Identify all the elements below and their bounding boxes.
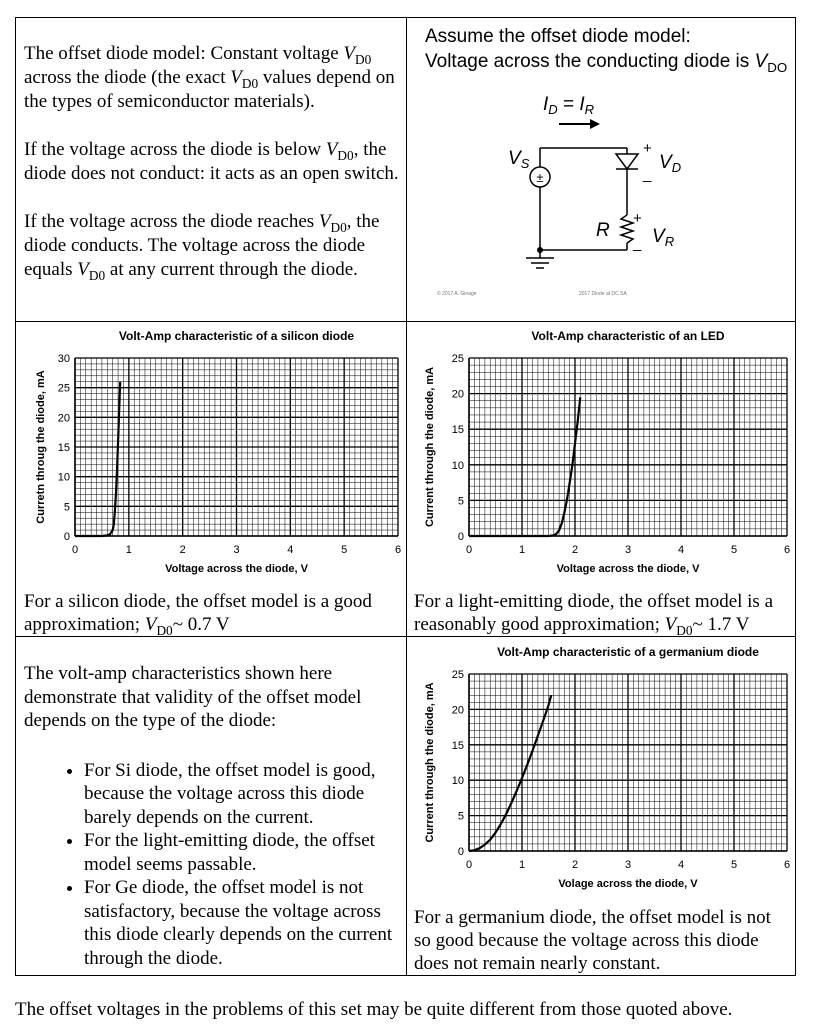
x-tick-label: 1	[518, 859, 526, 871]
x-tick-label: 6	[783, 544, 791, 556]
resistor-minus: _	[633, 235, 642, 252]
resistor-symbol	[621, 215, 633, 243]
bullet-si: • For Si diode, the offset model is good, because the voltage across this diode barely depends on the current.	[84, 759, 402, 830]
resistor-plus: +	[633, 210, 642, 227]
y-tick-label: 20	[451, 704, 464, 717]
y-tick-label: 0	[457, 846, 464, 858]
silicon-diode-chart	[16, 322, 406, 588]
circuit-diagram	[407, 80, 795, 320]
current-arrow-head	[590, 119, 600, 129]
paragraph-below-offset: If the voltage across the diode is below $V_{D0}$, the diode does not conduct: it acts as an open switch.	[24, 139, 399, 184]
chart-title: Volt-Amp characteristic of an LED	[531, 329, 725, 343]
y-tick-label: 5	[457, 495, 464, 508]
x-tick-label: 4	[677, 544, 685, 556]
x-tick-label: 2	[571, 544, 579, 556]
credit-left: © 2017 A. Ginage	[437, 291, 477, 297]
resistor-name: R	[596, 220, 610, 241]
x-axis-label: Volage across the diode, V	[558, 878, 698, 890]
footer-note: The offset voltages in the problems of this set may be quite different from those quoted above.	[15, 999, 733, 1020]
y-tick-label: 0	[457, 531, 464, 543]
y-tick-label: 30	[57, 353, 70, 365]
x-tick-label: 2	[571, 859, 579, 871]
circuit-heading	[425, 24, 795, 74]
paragraph-reaches-offset: If the voltage across the diode reaches $V_{D0}$, the diode conducts. The voltage across the diode equals $V_{D0}$ at any current through the diode.	[24, 211, 380, 283]
diode-voltage-label: $V_D$	[659, 152, 682, 175]
y-axis-label: Current through the diode, mA	[424, 682, 436, 843]
x-tick-label: 1	[518, 544, 526, 556]
x-tick-label: 0	[465, 859, 473, 871]
credit-right: 2017 Diode at DC SA	[579, 291, 627, 297]
y-tick-label: 15	[451, 739, 464, 752]
offset-model-description	[24, 42, 402, 282]
diode-symbol	[616, 154, 638, 169]
x-tick-label: 0	[465, 544, 473, 556]
validity-explanation	[24, 662, 402, 970]
x-tick-label: 4	[287, 544, 294, 556]
led-chart	[407, 322, 795, 588]
silicon-caption: For a silicon diode, the offset model is a good approximation; $V_{D0}\sim$ 0.7 V	[24, 591, 372, 638]
diode-minus: _	[643, 166, 652, 183]
x-tick-label: 3	[233, 544, 240, 556]
y-tick-label: 5	[457, 810, 464, 823]
y-tick-label: 10	[451, 459, 464, 472]
diode-bullet-list	[24, 759, 402, 971]
led-caption: For a light-emitting diode, the offset model is a reasonably good approximation; $V_{D0}\sim$ 1.7 V	[414, 591, 774, 638]
y-tick-label: 15	[451, 424, 464, 437]
x-axis-label: Voltage across the diode, V	[556, 563, 700, 575]
y-tick-label: 5	[63, 501, 70, 514]
ground-node	[537, 247, 543, 253]
y-tick-label: 10	[57, 471, 70, 484]
x-tick-label: 4	[677, 859, 685, 871]
paragraph-constant-voltage: The offset diode model: Constant voltage $V_{D0}$ across the diode (the exact $V_{D0}$ values depend on the types of semiconductor materials).	[24, 43, 395, 112]
y-tick-label: 20	[451, 388, 464, 401]
resistor-voltage-label: $V_R$	[652, 226, 675, 249]
x-tick-label: 3	[624, 544, 632, 556]
bullet-ge: • For Ge diode, the offset model is not satisfactory, because the voltage across this diode clearly depends on the current through the diode.	[84, 876, 402, 970]
x-axis-label: Voltage across the diode, V	[165, 563, 308, 575]
x-tick-label: 6	[394, 544, 402, 556]
bullet-led: • For the light-emitting diode, the offset model seems passable.	[84, 829, 402, 876]
y-tick-label: 15	[57, 442, 70, 454]
x-tick-label: 0	[71, 544, 79, 556]
x-tick-label: 6	[783, 859, 791, 871]
source-label: $V_S$	[508, 148, 530, 171]
x-tick-label: 3	[624, 859, 632, 871]
validity-intro: The volt-amp characteristics shown here demonstrate that validity of the offset model depends on the type of the diode:	[24, 663, 362, 731]
y-tick-label: 25	[57, 382, 70, 395]
y-axis-label: Current through the diode, mA	[424, 366, 436, 528]
y-axis-label: Curretn throug the diode, mA	[35, 370, 47, 524]
x-tick-label: 1	[125, 544, 132, 556]
x-tick-label: 2	[179, 544, 186, 556]
chart-title: Volt-Amp characteristic of a silicon diode	[118, 329, 355, 343]
current-label: $I_D = I_R$	[543, 94, 594, 117]
data-series-line	[469, 397, 580, 536]
germanium-diode-chart	[407, 637, 795, 901]
chart-title: Volt-Amp characteristic of a germanium diode	[497, 645, 759, 659]
x-tick-label: 5	[730, 859, 738, 871]
diode-plus: +	[643, 140, 652, 157]
plus-minus-sign: ±	[536, 170, 544, 185]
circuit-heading-line2: Voltage across the conducting diode is $V_{DO}$	[425, 51, 788, 75]
y-tick-label: 25	[451, 669, 464, 681]
germanium-caption: For a germanium diode, the offset model is not so good because the voltage across this diode does not remain nearly constant.	[414, 907, 771, 974]
x-tick-label: 5	[730, 544, 738, 556]
x-tick-label: 5	[341, 544, 348, 556]
circuit-heading-line1: Assume the offset diode model:	[425, 26, 691, 47]
y-tick-label: 10	[451, 775, 464, 788]
y-tick-label: 25	[451, 353, 464, 365]
y-tick-label: 20	[57, 412, 70, 425]
y-tick-label: 0	[63, 531, 70, 543]
